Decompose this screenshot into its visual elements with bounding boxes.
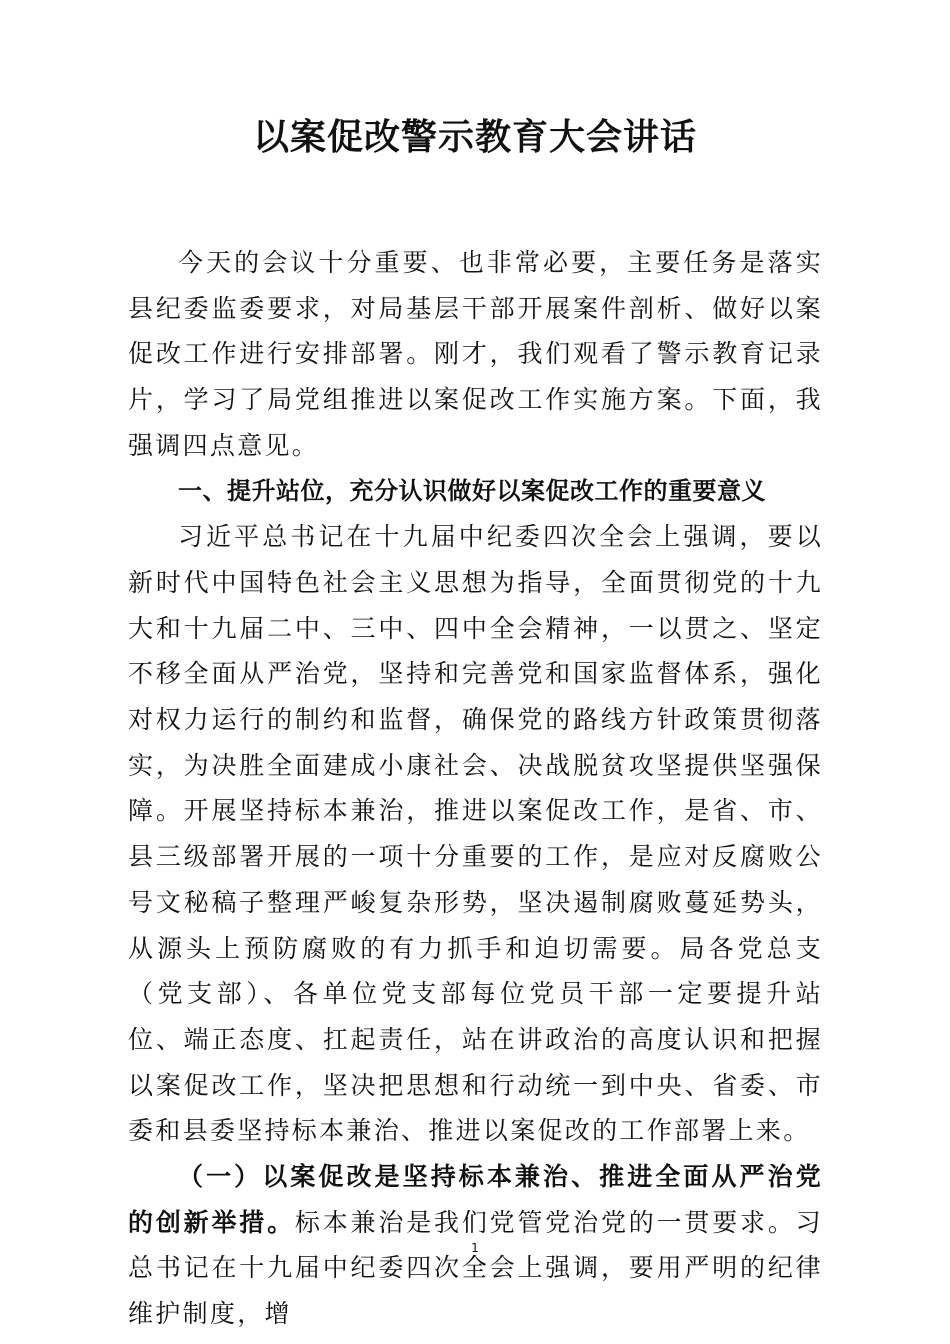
document-body <box>128 240 823 1337</box>
intro-paragraph: 今天的会议十分重要、也非常必要，主要任务是落实县纪委监委要求，对局基层干部开展案件剖析、做好以案促改工作进行安排部署。刚才，我们观看了警示教育记录片，学习了局党组推进以案促改工作实施方案。下面，我强调四点意见。 <box>128 248 823 460</box>
page-number: 1 <box>471 1241 479 1255</box>
subsection-1-lead: （一）以案促改是坚持标本兼治、推进全面从严治党的创新举措。 <box>128 1162 823 1237</box>
document-title: 以案促改警示教育大会讲话 <box>252 117 697 158</box>
subsection-1-text: 标本兼治是我们党管党治党的一贯要求。习总书记在十九届中纪委四次全会上强调，要用严明的纪律维护制度，增 <box>128 1207 823 1329</box>
section-1-paragraph: 习近平总书记在十九届中纪委四次全会上强调，要以新时代中国特色社会主义思想为指导，全面贯彻党的十九大和十九届二中、三中、四中全会精神，一以贯之、坚定不移全面从严治党，坚持和完善党和国家监督体系，强化对权力运行的制约和监督，确保党的路线方针政策贯彻落实，为决胜全面建成小康社会、决战脱贫攻坚提供坚强保障。开展坚持标本兼治，推进以案促改工作，是省、市、县三级部署开展的一项十分重要的工作，是应对反腐败公号文秘稿子整理严峻复杂形势，坚决遏制腐败蔓延势头，从源头上预防腐败的有力抓手和迫切需要。局各党总支（党支部）、各单位党支部每位党员干部一定要提升站位、端正态度、扛起责任，站在讲政治的高度认识和把握以案促改工作，坚决把思想和行动统一到中央、省委、市委和县委坚持标本兼治、推进以案促改的工作部署上来。 <box>128 522 823 1146</box>
section-heading-1: 一、提升站位，充分认识做好以案促改工作的重要意义 <box>178 476 766 505</box>
